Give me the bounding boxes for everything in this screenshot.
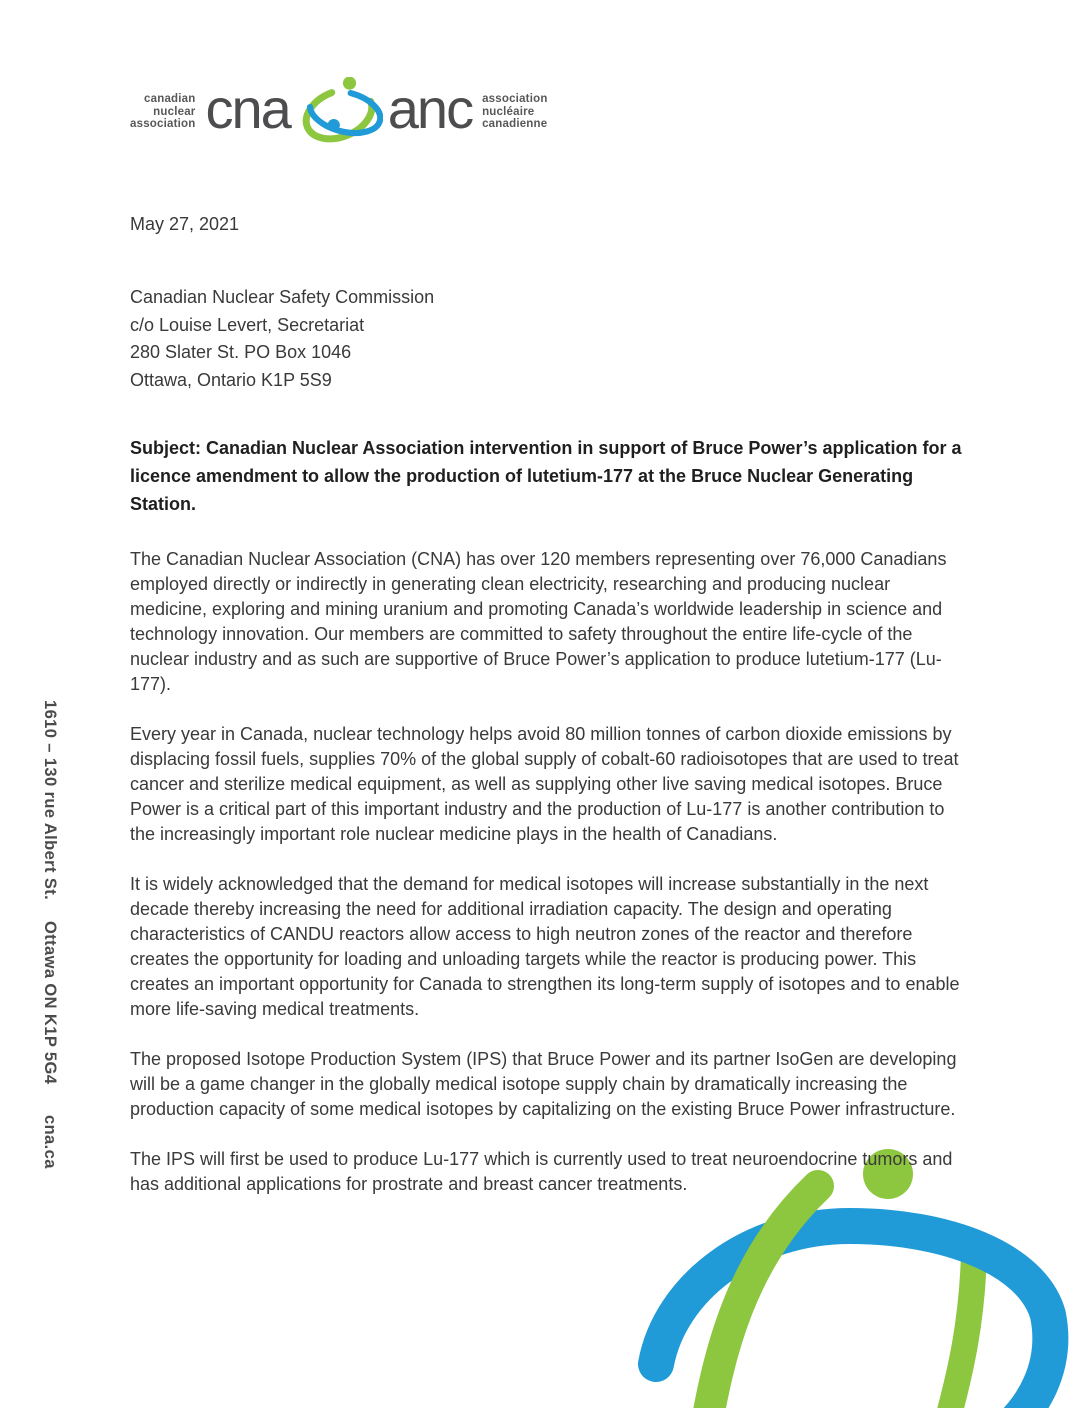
logo-anc-wordmark: anc	[387, 77, 473, 140]
recipient-line: c/o Louise Levert, Secretariat	[130, 314, 365, 335]
cna-logo	[130, 76, 548, 148]
recipient-line: Ottawa, Ontario K1P 5S9	[130, 369, 332, 390]
green-electron-dot	[343, 77, 356, 90]
recipient-line: Canadian Nuclear Safety Commission	[130, 287, 435, 307]
cna-atom-icon	[295, 77, 383, 147]
logo-left-caption	[130, 93, 195, 131]
subject-line: Subject: Canadian Nuclear Association intervention in support of Bruce Power’s application for a licence amendment to allow the production of lutetium-177 at the Bruce Nuclear Generating Station.	[130, 438, 962, 514]
sidebar-address	[40, 700, 59, 1180]
body-paragraph-1: The Canadian Nuclear Association (CNA) has over 120 members representing over 76,000 Canadians employed directly or indirectly in generating clean electricity, researching and producing nuclear medicine, exploring and mining uranium and promoting Canada’s worldwide leadership in science and technology innovation. Our members are committed to safety throughout the entire life-cycle of the nuclear industry and as such are supportive of Bruce Power’s application to produce lutetium-177 (Lu-177).	[130, 549, 947, 694]
recipient-line: 280 Slater St. PO Box 1046	[130, 342, 352, 362]
body-paragraph-2: Every year in Canada, nuclear technology helps avoid 80 million tonnes of carbon dioxide emissions by displacing fossil fuels, supplies 70% of the global supply of cobalt-60 radioisotopes that are used to treat cancer and sterilize medical equipment, as well as supplying other live saving medical isotopes. Bruce Power is a critical part of this important industry and the production of Lu-177 is another contribution to the increasingly important role nuclear medicine plays in the health of Canadians.	[130, 724, 959, 844]
sidebar-street: 1610 – 130 rue Albert St.	[41, 700, 59, 901]
logo-left-caption-line: nuclear	[153, 105, 196, 118]
logo-cna-wordmark: cna	[205, 77, 290, 140]
letter-date: May 27, 2021	[130, 214, 240, 234]
logo-left-caption-line: canadian	[144, 93, 196, 106]
body-paragraph-4: The proposed Isotope Production System (IPS) that Bruce Power and its partner IsoGen are developing will be a game changer in the globally medical isotope supply chain by dramatically increasing the production capacity of some medical isotopes by capitalizing on the existing Bruce Power infrastructure.	[130, 1049, 957, 1119]
blue-electron-dot	[327, 119, 339, 131]
body-paragraph-3: It is widely acknowledged that the demand for medical isotopes will increase substantially in the next decade thereby increasing the need for additional irradiation capacity. The design and operating characteristics of CANDU reactors allow access to high neutron zones of the reactor and therefore creates the opportunity for loading and unloading targets while the reactor is producing power. This creates an important opportunity for Canada to strengthen its long-term supply of isotopes and to enable more life-saving medical treatments.	[130, 874, 960, 1019]
sidebar-city: Ottawa ON K1P 5G4	[41, 921, 59, 1085]
body-paragraph-5: The IPS will first be used to produce Lu-177 which is currently used to treat neuroendocrine tumors and has additional applications for prostrate and breast cancer treatments.	[130, 1149, 953, 1194]
sidebar-website: cna.ca	[41, 1115, 59, 1170]
logo-left-caption-line: association	[130, 118, 196, 131]
recipient-address-block	[130, 284, 970, 394]
logo-right-caption-line: nucléaire	[482, 105, 535, 118]
logo-right-caption-line: canadienne	[482, 118, 548, 131]
letter-content	[130, 212, 970, 1197]
logo-right-caption	[482, 93, 547, 131]
logo-right-caption-line: association	[482, 93, 548, 106]
